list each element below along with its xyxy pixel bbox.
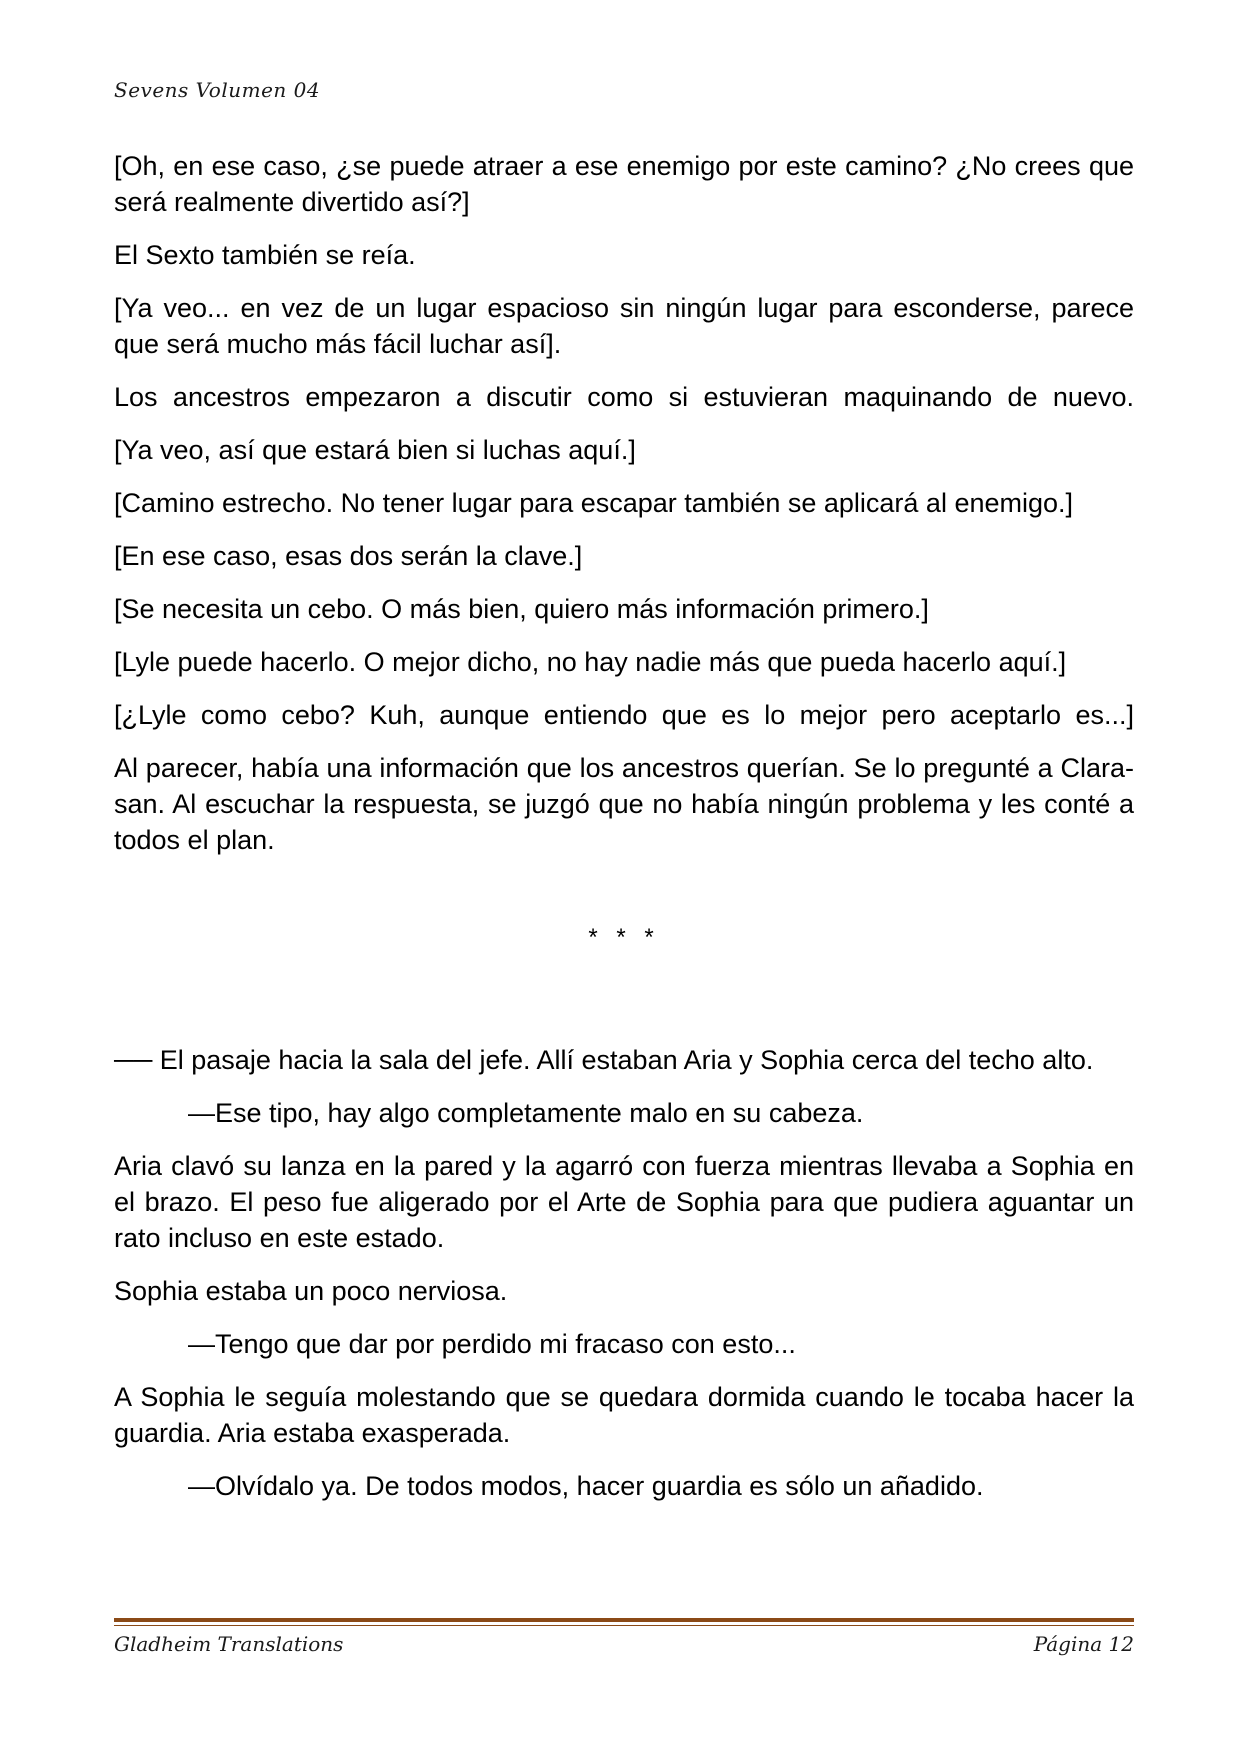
footer-rule-thin bbox=[114, 1625, 1134, 1626]
paragraph: [Camino estrecho. No tener lugar para escapar también se aplicará al enemigo.] bbox=[114, 488, 1074, 518]
paragraph: [Ya veo, así que estará bien si luchas aquí.] bbox=[114, 435, 636, 465]
page-number: Página 12 bbox=[1033, 1632, 1134, 1656]
page-body bbox=[114, 148, 1134, 1521]
footer-rule bbox=[114, 1618, 1134, 1622]
scene-separator: * * * bbox=[588, 924, 660, 951]
dialogue-line: —Tengo que dar por perdido mi fracaso con esto... bbox=[188, 1329, 796, 1359]
paragraph: [Se necesita un cebo. O más bien, quiero más información primero.] bbox=[114, 594, 929, 624]
running-header: Sevens Volumen 04 bbox=[114, 78, 321, 102]
paragraph: [En ese caso, esas dos serán la clave.] bbox=[114, 541, 583, 571]
dialogue-line: —Olvídalo ya. De todos modos, hacer guardia es sólo un añadido. bbox=[188, 1471, 984, 1501]
paragraph: El Sexto también se reía. bbox=[114, 240, 416, 270]
paragraph: [Oh, en ese caso, ¿se puede atraer a ese enemigo por este camino? ¿No crees que será realmente divertido así?] bbox=[114, 151, 1134, 217]
paragraph: Aria clavó su lanza en la pared y la agarró con fuerza mientras llevaba a Sophia en el brazo. El peso fue aligerado por el Arte de Sophia para que pudiera aguantar un rato incluso en este estado. bbox=[114, 1151, 1134, 1253]
dialogue-line: —Ese tipo, hay algo completamente malo en su cabeza. bbox=[188, 1098, 864, 1128]
paragraph: Sophia estaba un poco nerviosa. bbox=[114, 1276, 508, 1306]
paragraph: [Lyle puede hacerlo. O mejor dicho, no hay nadie más que pueda hacerlo aquí.] bbox=[114, 647, 1067, 677]
paragraph: ── El pasaje hacia la sala del jefe. Allí estaban Aria y Sophia cerca del techo alto. bbox=[114, 1045, 1094, 1075]
footer-credit: Gladheim Translations bbox=[114, 1632, 344, 1656]
paragraph: [Ya veo... en vez de un lugar espacioso sin ningún lugar para esconderse, parece que será mucho más fácil luchar así]. bbox=[114, 293, 1134, 359]
paragraph: [¿Lyle como cebo? Kuh, aunque entiendo que es lo mejor pero aceptarlo es...] bbox=[114, 700, 1134, 730]
paragraph: Los ancestros empezaron a discutir como si estuvieran maquinando de nuevo. bbox=[114, 382, 1134, 412]
paragraph: Al parecer, había una información que los ancestros querían. Se lo pregunté a Clara-san. Al escuchar la respuesta, se juzgó que no había ningún problema y les conté a todos el plan. bbox=[114, 753, 1134, 855]
paragraph: A Sophia le seguía molestando que se quedara dormida cuando le tocaba hacer la guardia. Aria estaba exasperada. bbox=[114, 1382, 1134, 1448]
